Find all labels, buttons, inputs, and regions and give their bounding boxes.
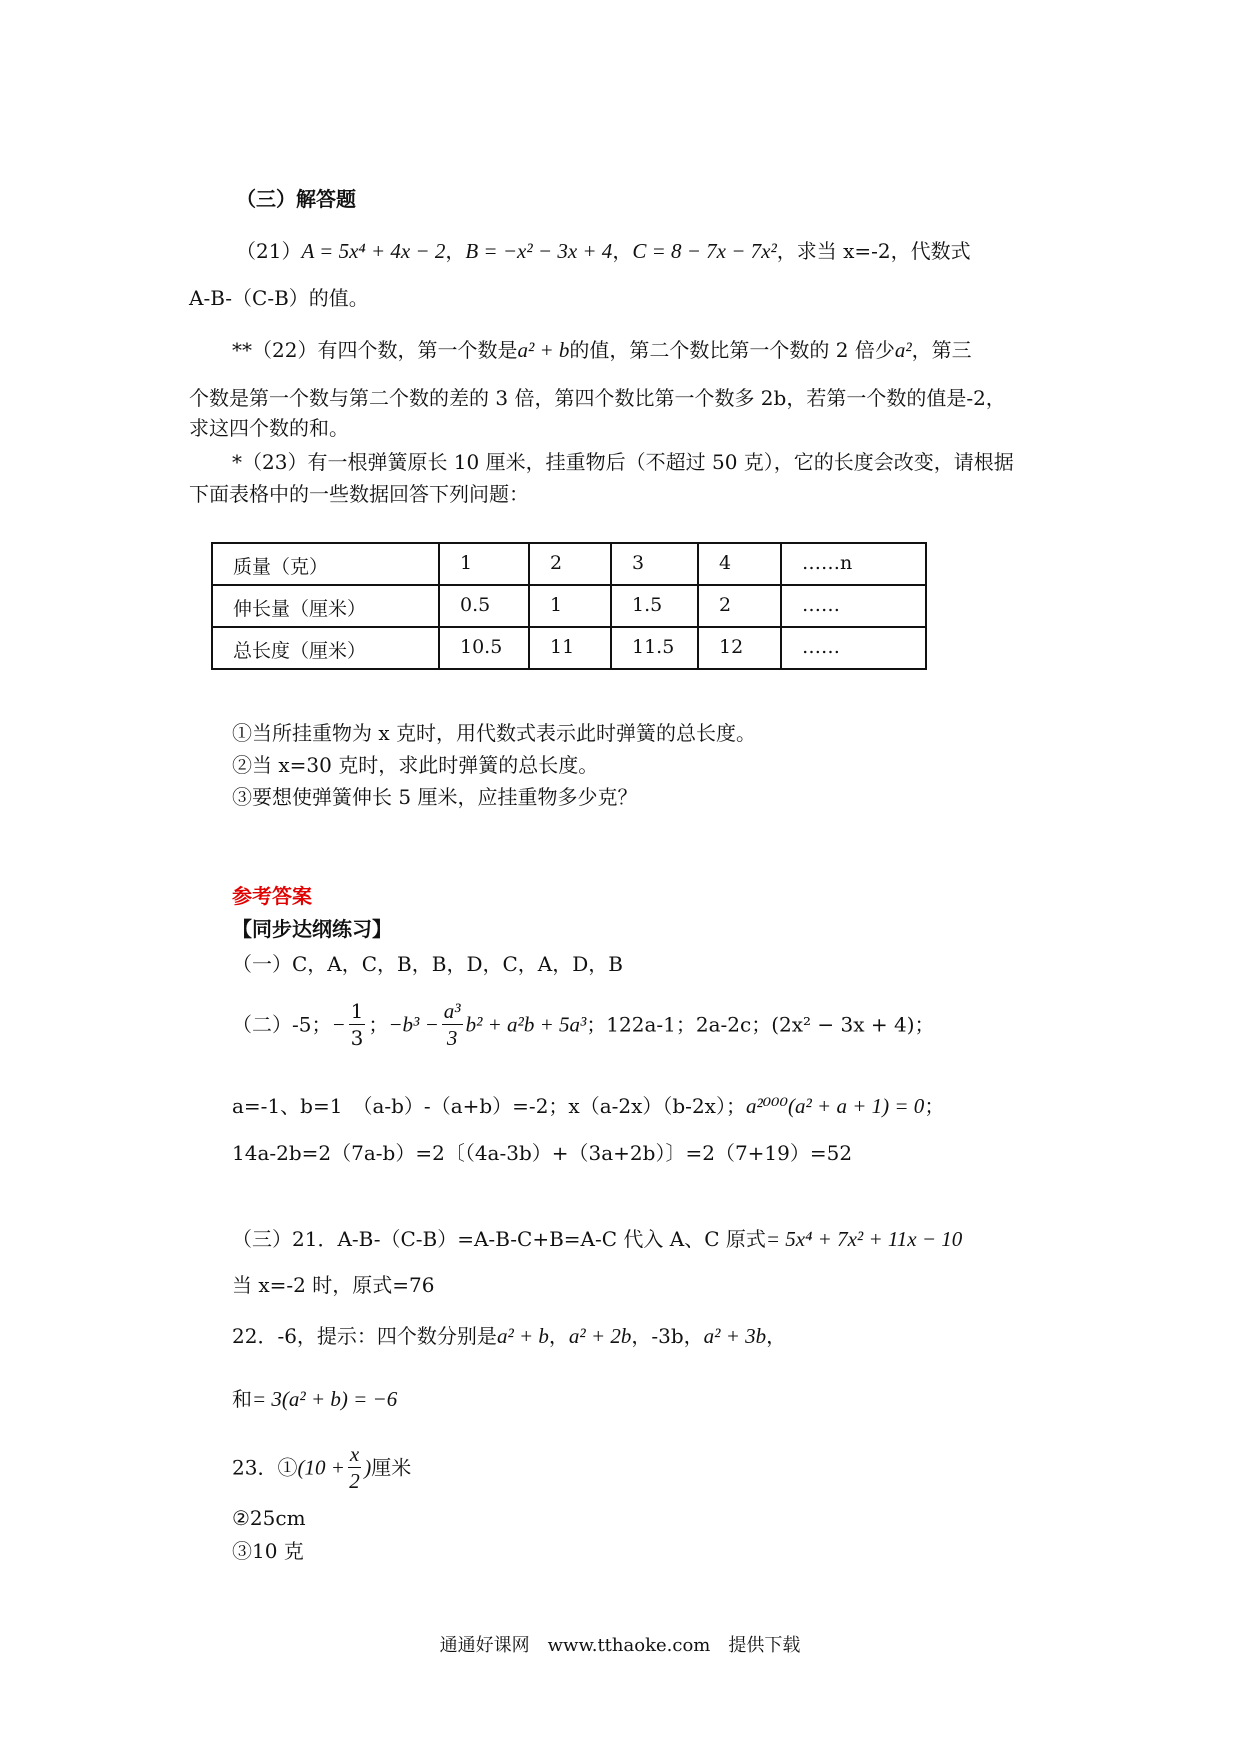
answers-part2-line1 <box>232 998 935 1051</box>
answers-part2-expr-b: b² + a²b + 5a³ <box>465 1012 587 1037</box>
table-cell: 10.5 <box>439 627 529 669</box>
answers-subtitle: 【同步达纲练习】 <box>232 917 392 941</box>
answer-23-part3: ③10 克 <box>232 1539 304 1563</box>
answers-part2-line2 <box>232 1093 944 1119</box>
expr-C: C = 8 − 7x − 7x² <box>632 239 777 263</box>
table-cell: 11 <box>529 627 611 669</box>
question-22-text-c: ，第三 <box>911 338 972 362</box>
answer-23-expr-a: (10 + <box>297 1455 345 1480</box>
table-cell: 总长度（厘米） <box>212 627 439 669</box>
fraction-numerator: 1 <box>350 999 364 1023</box>
answers-part1: （一）C，A，C，B，B，D，C，A，D，B <box>232 952 623 976</box>
question-21-number: （21） <box>236 239 302 263</box>
table-cell: 伸长量（厘米） <box>212 585 439 627</box>
fraction-numerator: x <box>349 1442 360 1466</box>
answers-part2-line2-text: a=-1、b=1 （a-b）-（a+b）=-2；x（a-2x）（b-2x）； <box>232 1094 746 1118</box>
question-22-text-b: 的值，第二个数比第一个数的 2 倍少 <box>569 338 895 362</box>
fraction-a-cubed-over-3 <box>442 998 463 1051</box>
table-cell: 3 <box>611 543 698 585</box>
table-cell: 1 <box>529 585 611 627</box>
question-21-tail: ，求当 x=-2，代数式 <box>776 239 971 263</box>
question-22-text-a: **（22）有四个数，第一个数是 <box>232 338 518 362</box>
table-cell: 2 <box>529 543 611 585</box>
table-cell: 11.5 <box>611 627 698 669</box>
page-footer: 通通好课网 www.tthaoke.com 提供下载 <box>439 1635 801 1656</box>
expr-B: B = −x² − 3x + 4 <box>465 239 613 263</box>
answer-22-num-2: a² + 2b <box>568 1324 632 1348</box>
table-cell: 4 <box>698 543 781 585</box>
table-row <box>212 543 926 585</box>
section-heading: （三）解答题 <box>236 187 356 211</box>
table-cell: 1.5 <box>611 585 698 627</box>
answers-part2-sep: ； <box>368 1012 389 1037</box>
expr-A: A = 5x⁴ + 4x − 2 <box>301 239 446 263</box>
answer-22-sum-expr: = 3(a² + b) = −6 <box>252 1387 398 1411</box>
answers-part2-expr-a: −b³ − <box>388 1012 439 1037</box>
question-21-line2: A-B-（C-B）的值。 <box>189 286 369 310</box>
fraction-numerator: a³ <box>443 999 461 1023</box>
sub-question-3: ③要想使弹簧伸长 5 厘米，应挂重物多少克？ <box>232 785 638 809</box>
question-22-line1 <box>232 337 972 363</box>
answers-part2-line2-expr: a²⁰⁰⁰(a² + a + 1) = 0 <box>745 1094 925 1118</box>
table-row <box>212 585 926 627</box>
answers-part2-line3: 14a-2b=2（7a-b）=2〔（4a-3b）+（3a+2b）〕=2（7+19）=52 <box>232 1141 853 1165</box>
table-cell: 12 <box>698 627 781 669</box>
question-22-line3: 求这四个数的和。 <box>189 416 349 440</box>
answer-22-num-4: a² + 3b <box>703 1324 767 1348</box>
question-23-line1: *（23）有一根弹簧原长 10 厘米，挂重物后（不超过 50 克），它的长度会改变，请根据 <box>232 450 1014 474</box>
fraction-denominator: 3 <box>446 1026 458 1050</box>
table-cell: 2 <box>698 585 781 627</box>
sub-question-2: ②当 x=30 克时，求此时弹簧的总长度。 <box>232 753 599 777</box>
table-cell: 质量（克） <box>212 543 439 585</box>
answer-23-unit: 厘米 <box>371 1455 412 1480</box>
answers-part2-rest: ；122a-1；2a-2c；(2x² − 3x + 4)； <box>586 1012 935 1037</box>
question-22-expr1: a² + b <box>517 338 570 362</box>
table-cell: 1 <box>439 543 529 585</box>
answer-22-line2 <box>232 1386 397 1412</box>
question-23-line2: 下面表格中的一些数据回答下列问题： <box>189 482 529 506</box>
answer-21-line1 <box>232 1226 962 1252</box>
answer-22-num-1: a² + b <box>496 1324 549 1348</box>
answer-22-line1: 22．-6，提示：四个数分别是a² + b，a² + 2b，-3b，a² + 3b， <box>232 1324 787 1348</box>
table-row <box>212 627 926 669</box>
answers-part2-line2-end: ； <box>924 1094 945 1118</box>
answer-21-text: （三）21．A-B-（C-B）=A-B-C+B=A-C 代入 A、C 原式 <box>232 1227 766 1251</box>
question-22-expr2: a² <box>894 338 912 362</box>
fraction-x-over-2 <box>348 1441 361 1494</box>
table-cell: …… <box>781 585 926 627</box>
fraction-one-third <box>349 998 366 1051</box>
fraction-denominator: 2 <box>349 1469 360 1493</box>
answer-23-line1 <box>232 1441 411 1494</box>
table-cell: …… <box>781 627 926 669</box>
question-22-line2: 个数是第一个数与第二个数的差的 3 倍，第四个数比第一个数多 2b，若第一个数的值是-2， <box>189 386 1006 410</box>
answers-title: 参考答案 <box>232 884 312 908</box>
answer-23-expr-b: ) <box>364 1455 372 1480</box>
answer-22-sum-label: 和 <box>232 1387 252 1411</box>
answer-21-line2: 当 x=-2 时，原式=76 <box>232 1273 435 1297</box>
fraction-denominator: 3 <box>350 1026 364 1050</box>
spring-data-table <box>211 542 927 670</box>
answer-23-part2: ②25cm <box>232 1506 306 1530</box>
answer-23-prefix: 23．① <box>232 1455 298 1480</box>
fraction-sign: − <box>331 1012 346 1037</box>
sub-question-1: ①当所挂重物为 x 克时，用代数式表示此时弹簧的总长度。 <box>232 721 756 745</box>
answer-22-num-3: -3b <box>651 1324 684 1348</box>
answer-21-expr: = 5x⁴ + 7x² + 11x − 10 <box>765 1227 963 1251</box>
question-21-line1: （21）A = 5x⁴ + 4x − 2，B = −x² − 3x + 4，C = 8 − 7x − 7x²，求当 x=-2，代数式 <box>236 239 971 263</box>
answers-part2-prefix: （二）-5； <box>232 1012 332 1037</box>
table-cell: ……n <box>781 543 926 585</box>
answer-22-text: 22．-6，提示：四个数分别是 <box>232 1324 497 1348</box>
table-cell: 0.5 <box>439 585 529 627</box>
